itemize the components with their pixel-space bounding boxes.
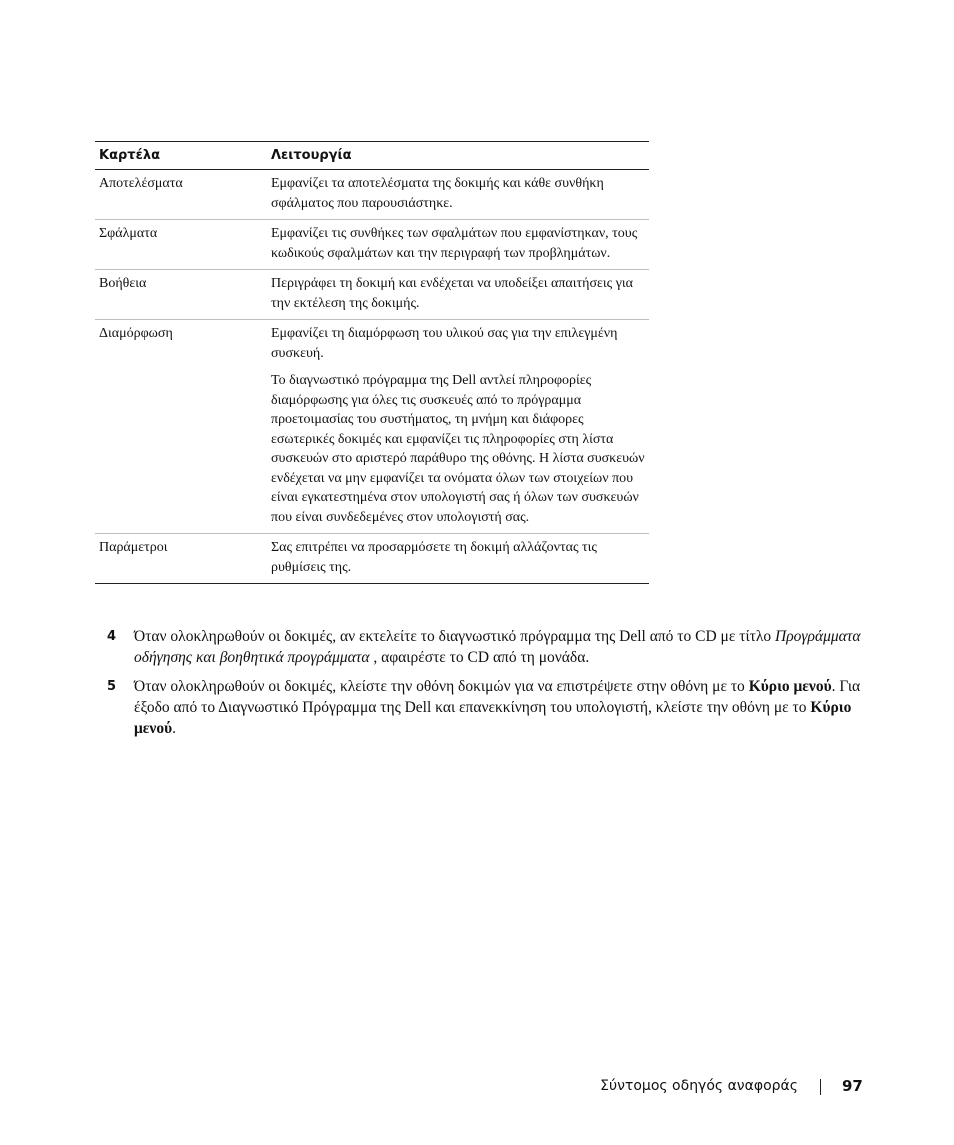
step-text-segment: Όταν ολοκληρωθούν οι δοκιμές, αν εκτελείτε το διαγνωστικό πρόγραμμα της Dell από το CD με τίτλο [134, 628, 776, 645]
step-text-segment: . Για έξοδο από το Διαγνωστικό Πρόγραμμα της Dell και επανεκκίνηση του υπολογιστή, κλείστε την οθόνη με το [134, 678, 861, 716]
function-cell [271, 224, 649, 263]
step-number: 5 [107, 679, 117, 694]
step-text-segment: . [172, 720, 177, 737]
step-text-segment: Κύριο μενού [134, 699, 852, 737]
tab-name-cell: Διαμόρφωση [99, 326, 173, 341]
table-row [95, 219, 649, 269]
page-footer [0, 1076, 954, 1098]
function-paragraph: Περιγράφει τη δοκιμή και ενδέχεται να υποδείξει απαιτήσεις για την εκτέλεση της δοκιμής. [271, 276, 633, 311]
table-body [95, 170, 649, 583]
step-4 [107, 626, 867, 668]
header-function: Λειτουργία [271, 148, 352, 163]
function-cell [271, 274, 649, 313]
table-row [95, 533, 649, 583]
page-number: 97 [842, 1077, 863, 1095]
function-paragraph: Σας επιτρέπει να προσαρμόσετε τη δοκιμή αλλάζοντας τις ρυθμίσεις της. [271, 540, 597, 575]
function-paragraph: Το διαγνωστικό πρόγραμμα της Dell αντλεί πληροφορίες διαμόρφωσης για όλες τις συσκευές από το πρόγραμμα προετοιμασίας του συστήματος, τη μνήμη και διάφορες εσωτερικές δοκιμές και εμφανίζει τις πληροφορίες στη λίστα συσκευών στο αριστερό παράθυρο της οθόνης. Η λίστα συσκευών ενδέχεται να μην εμφανίζει τα ονόματα όλων των στοιχείων που είναι εγκατεστημένα στον υπολογιστή σας ή όλων των συσκευών που είναι συνδεδεμένες στον υπολογιστή σας. [271, 373, 645, 525]
footer-title: Σύντομος οδηγός αναφοράς [600, 1078, 798, 1094]
function-cell [271, 538, 649, 577]
footer-divider [820, 1079, 821, 1095]
step-text-segment: Προγράμματα οδήγησης και βοηθητικά προγράμματα [134, 628, 861, 666]
step-5 [107, 676, 867, 739]
tab-name-cell: Βοήθεια [99, 276, 147, 291]
tab-name-cell: Παράμετροι [99, 540, 168, 555]
function-paragraph: Εμφανίζει τις συνθήκες των σφαλμάτων που εμφανίστηκαν, τους κωδικούς σφαλμάτων και την περιγραφή των προβλημάτων. [271, 226, 638, 261]
table-header-row [95, 142, 649, 170]
step-text [134, 676, 867, 739]
header-tab: Καρτέλα [99, 148, 161, 163]
step-text [134, 626, 867, 668]
step-text-segment: , αφαιρέστε το CD από τη μονάδα. [369, 649, 590, 666]
table-row [95, 170, 649, 219]
table-row [95, 319, 649, 533]
function-paragraph: Εμφανίζει τα αποτελέσματα της δοκιμής και κάθε συνθήκη σφάλματος που παρουσιάστηκε. [271, 176, 604, 211]
step-text-segment: Όταν ολοκληρωθούν οι δοκιμές, κλείστε την οθόνη δοκιμών για να επιστρέψετε στην οθόνη με το [134, 678, 749, 695]
function-cell [271, 324, 649, 527]
step-number: 4 [107, 629, 117, 644]
step-text-segment: Κύριο μενού [748, 678, 832, 695]
function-paragraph: Εμφανίζει τη διαμόρφωση του υλικού σας για την επιλεγμένη συσκευή. [271, 326, 618, 361]
tab-name-cell: Αποτελέσματα [99, 176, 183, 191]
tab-name-cell: Σφάλματα [99, 226, 158, 241]
function-cell [271, 174, 649, 213]
tab-function-table [95, 141, 649, 584]
table-row [95, 269, 649, 319]
